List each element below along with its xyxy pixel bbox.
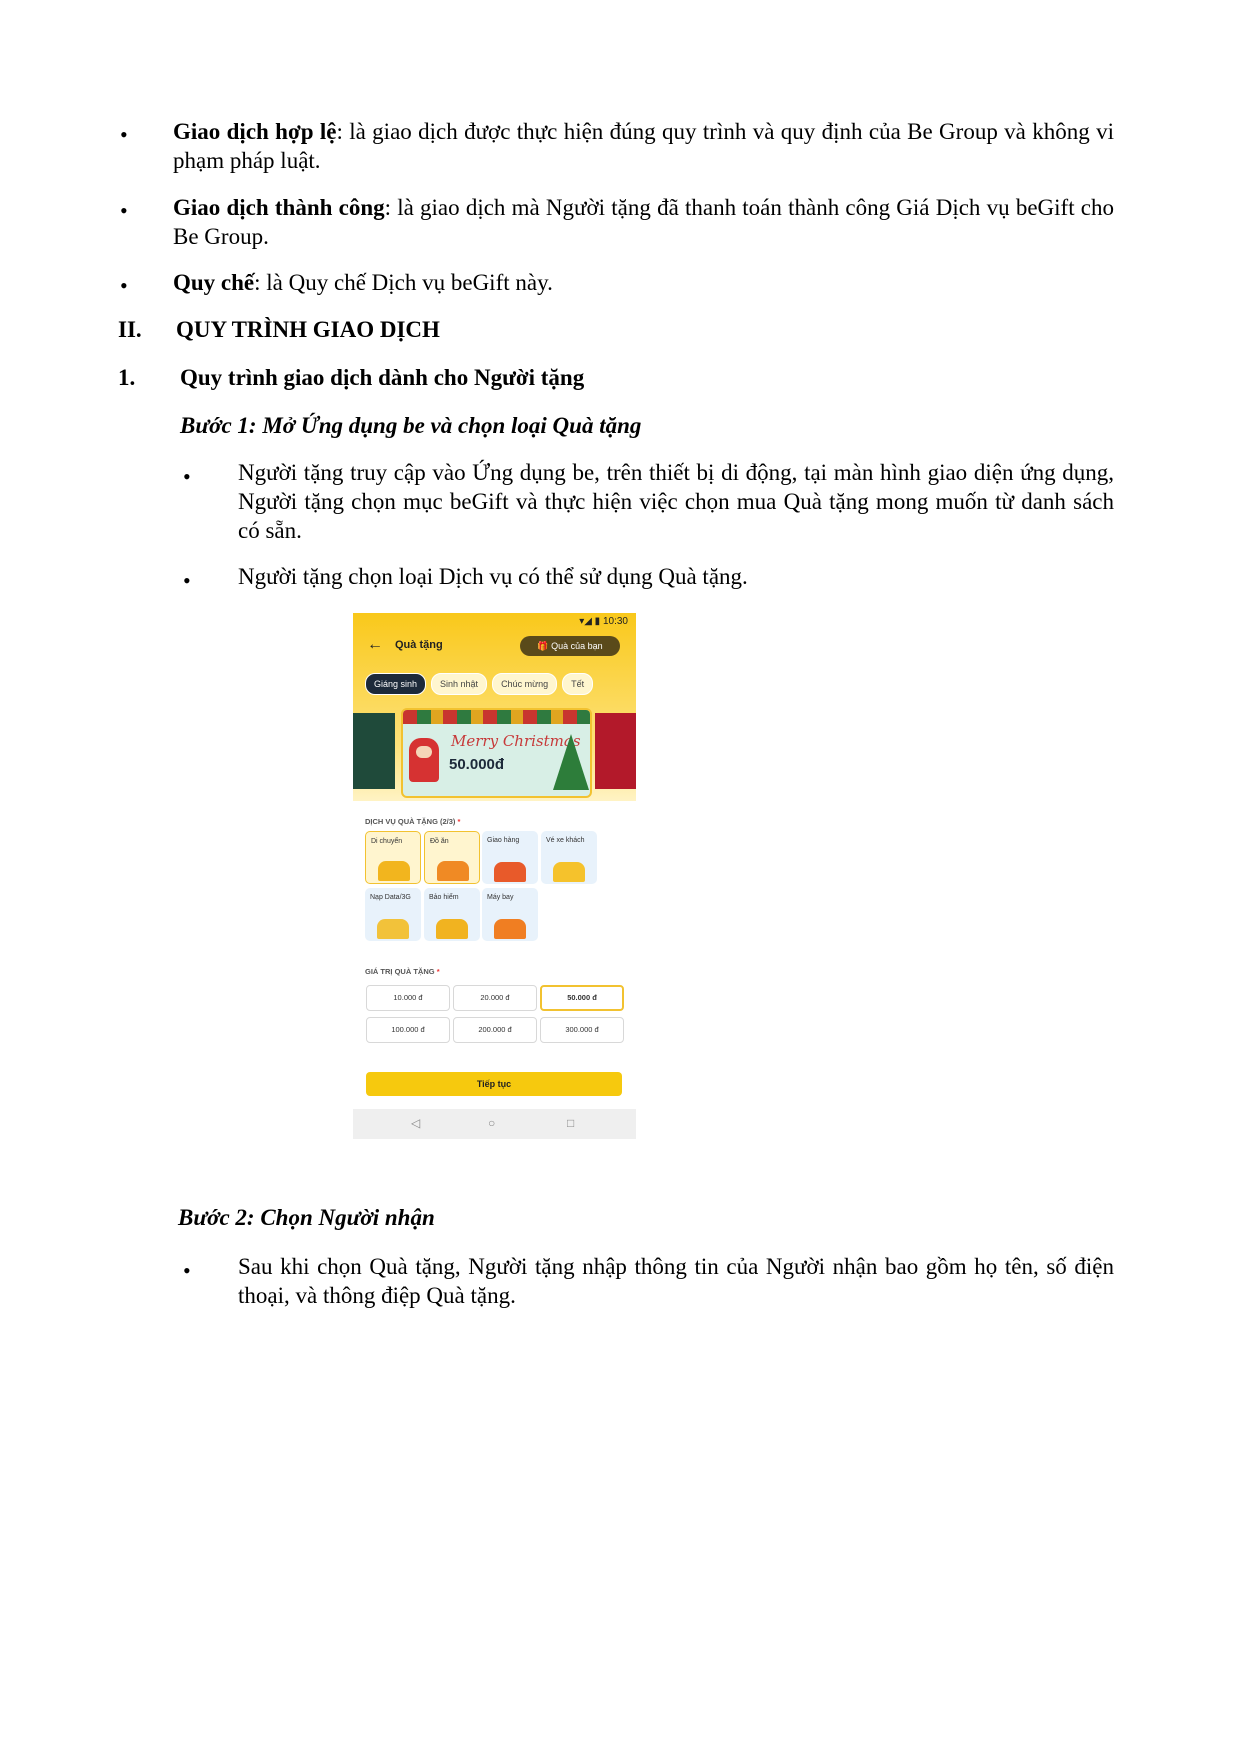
tab-giang-sinh[interactable]: Giáng sinh xyxy=(365,673,426,695)
service-label: Đồ ăn xyxy=(430,838,449,845)
tab-tet[interactable]: Tết xyxy=(562,673,593,695)
definition-text: : là giao dịch mà Người tặng đã thanh toán thành công Giá Dịch vụ beGift cho Be Group. xyxy=(173,195,1115,249)
your-gift-label: Quà của bạn xyxy=(551,641,603,651)
value-option-selected[interactable]: 50.000 đ xyxy=(540,985,624,1011)
bullet-dot: • xyxy=(183,464,191,489)
definition-successful-transaction xyxy=(173,193,1114,251)
section-number: II. xyxy=(118,317,142,342)
android-nav-bar xyxy=(353,1109,636,1139)
definition-term: Quy chế xyxy=(173,270,255,295)
tree-icon xyxy=(553,734,589,790)
service-do-an[interactable] xyxy=(424,831,480,884)
service-label: Vé xe khách xyxy=(546,837,585,844)
service-nap-data[interactable] xyxy=(365,888,421,941)
services-label: DỊCH VỤ QUÀ TẶNG (2/3) * xyxy=(365,817,461,826)
bullet-dot: • xyxy=(120,122,128,147)
step1-bullet-1: Người tặng truy cập vào Ứng dụng be, trên thiết bị di động, tại màn hình giao diện ứng dụng, Người tặng chọn mục beGift và thực hiện việc chọn mua Quà tặng mong muốn từ danh sách có sẵn. xyxy=(238,460,1114,543)
definition-term: Giao dịch hợp lệ xyxy=(173,119,337,144)
service-may-bay[interactable] xyxy=(482,888,538,941)
service-label: Di chuyển xyxy=(371,838,403,845)
service-label: Bảo hiểm xyxy=(429,894,459,901)
value-option[interactable]: 300.000 đ xyxy=(540,1017,624,1043)
screen-title: Quà tặng xyxy=(395,639,443,651)
status-bar: ▾◢ ▮ 10:30 xyxy=(579,616,628,627)
tab-sinh-nhat[interactable]: Sinh nhật xyxy=(431,673,487,695)
definition-valid-transaction xyxy=(173,117,1114,175)
santa-icon xyxy=(409,738,439,782)
bullet-dot: • xyxy=(120,273,128,298)
delivery-icon xyxy=(494,862,526,882)
nav-home-icon[interactable]: ○ xyxy=(488,1116,496,1130)
card-decoration xyxy=(403,710,590,724)
app-screenshot xyxy=(353,613,636,1139)
your-gift-button[interactable]: 🎁 Quà của bạn xyxy=(520,636,620,656)
tab-chuc-mung[interactable]: Chúc mừng xyxy=(492,673,557,695)
subsection-title: Quy trình giao dịch dành cho Người tặng xyxy=(180,365,585,390)
step2-bullet-1: Sau khi chọn Quà tặng, Người tặng nhập thông tin của Người nhận bao gồm họ tên, số điện thoại, và thông điệp Quà tặng. xyxy=(238,1254,1114,1308)
definition-text: : là giao dịch được thực hiện đúng quy trình và quy định của Be Group và không vi phạm pháp luật. xyxy=(173,119,1114,173)
gift-card-prev[interactable] xyxy=(353,713,395,789)
arrow-left-icon[interactable]: ← xyxy=(367,636,383,653)
nav-back-icon[interactable]: ◁ xyxy=(411,1116,421,1130)
value-option[interactable]: 200.000 đ xyxy=(453,1017,537,1043)
section-title: QUY TRÌNH GIAO DỊCH xyxy=(176,317,440,342)
sim-icon xyxy=(377,919,409,939)
service-bao-hiem[interactable] xyxy=(424,888,480,941)
step1-title: Bước 1: Mở Ứng dụng be và chọn loại Quà tặng xyxy=(180,413,642,438)
services-label-text: DỊCH VỤ QUÀ TẶNG (2/3) xyxy=(365,817,456,826)
gift-card-next[interactable] xyxy=(595,713,636,789)
food-icon xyxy=(437,861,469,881)
shield-icon xyxy=(436,919,468,939)
step2-title: Bước 2: Chọn Người nhận xyxy=(178,1205,435,1230)
card-title: Merry Christmas xyxy=(451,732,581,750)
subsection-number: 1. xyxy=(118,365,136,390)
definition-text: : là Quy chế Dịch vụ beGift này. xyxy=(254,270,553,295)
category-tabs xyxy=(365,673,636,695)
bus-icon xyxy=(553,862,585,882)
service-giao-hang[interactable] xyxy=(482,831,538,884)
card-amount: 50.000đ xyxy=(449,756,505,773)
airplane-icon xyxy=(494,919,526,939)
gift-card-selected[interactable] xyxy=(401,708,592,798)
value-option[interactable]: 20.000 đ xyxy=(453,985,537,1011)
bullet-dot: • xyxy=(183,1258,191,1283)
value-option[interactable]: 10.000 đ xyxy=(366,985,450,1011)
value-option[interactable]: 100.000 đ xyxy=(366,1017,450,1043)
step1-bullet-2: Người tặng chọn loại Dịch vụ có thể sử dụng Quà tặng. xyxy=(238,564,748,589)
values-label: GIÁ TRỊ QUÀ TẶNG * xyxy=(365,967,440,976)
service-label: Giao hàng xyxy=(487,837,520,844)
values-label-text: GIÁ TRỊ QUÀ TẶNG xyxy=(365,967,435,976)
bullet-dot: • xyxy=(120,198,128,223)
nav-recents-icon[interactable]: □ xyxy=(567,1116,575,1130)
status-time: 10:30 xyxy=(602,616,628,627)
service-di-chuyen[interactable] xyxy=(365,831,421,884)
service-label: Máy bay xyxy=(487,894,514,901)
definition-regulation xyxy=(173,268,1114,297)
continue-button[interactable]: Tiếp tục xyxy=(366,1072,622,1096)
service-ve-xe-khach[interactable] xyxy=(541,831,597,884)
bullet-dot: • xyxy=(183,568,191,593)
scooter-icon xyxy=(378,861,410,881)
definition-term: Giao dịch thành công xyxy=(173,195,385,220)
santa-face xyxy=(416,746,432,758)
service-label: Nạp Data/3G xyxy=(370,894,411,901)
